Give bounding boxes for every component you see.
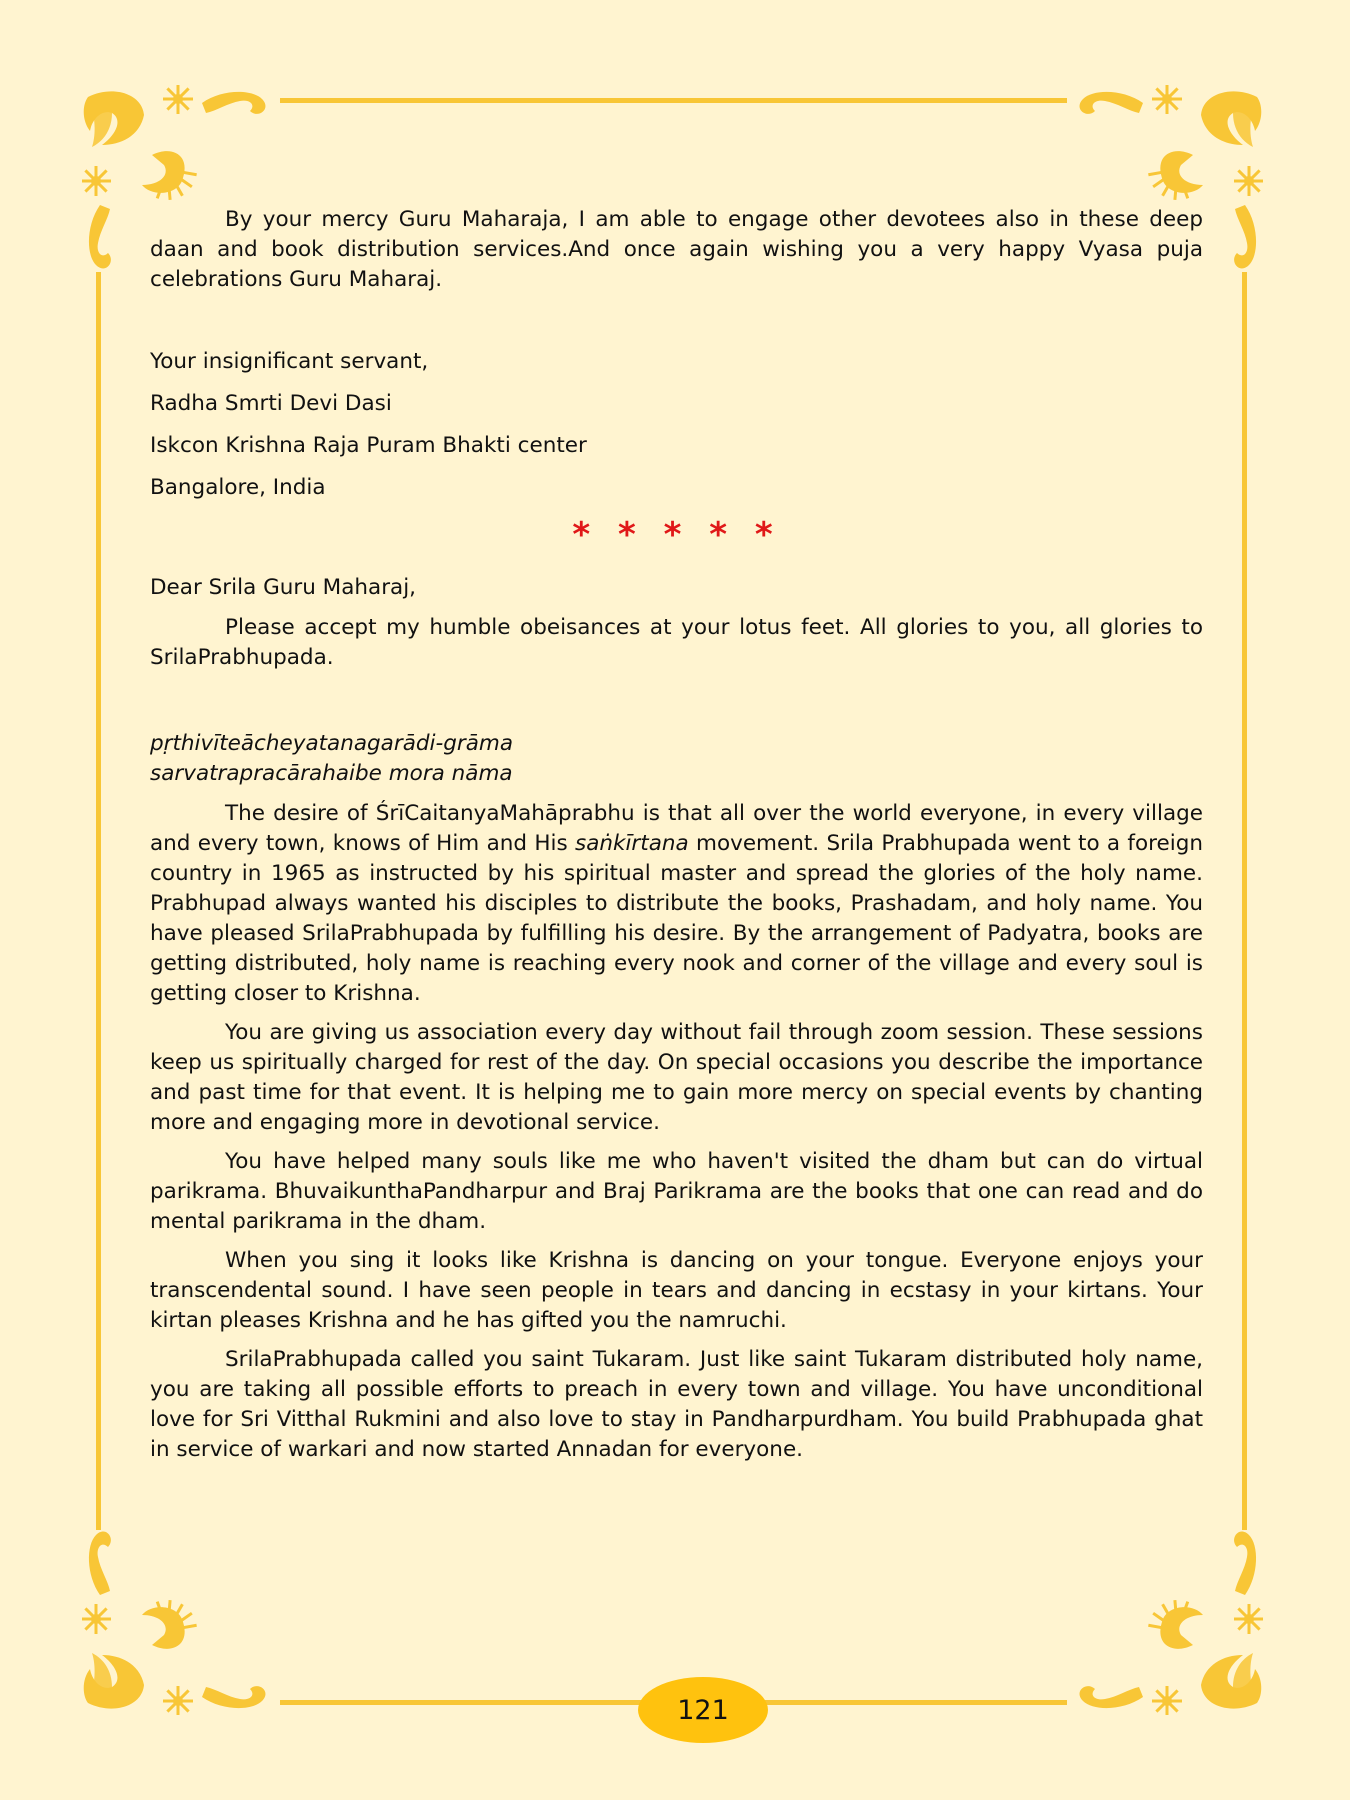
closing-paragraph: By your mercy Guru Maharaja, I am able to engage other devotees also in these deep daan and book distribution services.And once again wishing you a very happy Vyasa puja celebrations Guru Maharaj.: [150, 207, 1203, 292]
tukaram-paragraph: SrilaPrabhupada called you saint Tukaram. Just like saint Tukaram distributed holy name, you are taking all possible efforts to preach in every town and village. You have unconditional love for Sri Vitthal Rukmini and also love to stay in Pandharpurdham. You build Prabhupada ghat in service of warkari and now started Annadan for everyone.: [150, 1347, 1203, 1462]
desire-text-start: The desire of ŚrīCaitanyaMahāprabhu is that all over the world everyone, in every village and every town, knows of Him and His: [150, 801, 1203, 856]
obeisances-paragraph: Please accept my humble obeisances at your lotus feet. All glories to you, all glories to SrilaPrabhupada.: [150, 615, 1203, 670]
letter-body: [150, 205, 1203, 1474]
signature-closing: Your insignificant servant,: [150, 349, 429, 374]
border-right-line: [1242, 272, 1247, 1530]
verse-line-2: sarvatrapracārahaibe mora nāma: [150, 761, 513, 786]
signature-center: Iskcon Krishna Raja Puram Bhakti center: [150, 433, 587, 458]
verse-line-1: pṛthivīteācheyatanagarādi-grāma: [150, 731, 514, 756]
association-paragraph: You are giving us association every day without fail through zoom session. These sessions keep us spiritually charged for rest of the day. On special occasions you describe the importance and past time for that event. It is helping me to gain more mercy on special events by chanting more and engaging more in devotional service.: [150, 1020, 1203, 1135]
floral-corner-ornament-icon: [82, 1515, 282, 1715]
kirtan-paragraph: When you sing it looks like Krishna is dancing on your tongue. Everyone enjoys your transcendental sound. I have seen people in tears and dancing in ecstasy in your kirtans. Your kirtan pleases Krishna and he has gifted you the namruchi.: [150, 1248, 1203, 1333]
page-number-badge: 121: [638, 1677, 768, 1743]
floral-corner-ornament-icon: [1063, 1515, 1263, 1715]
section-separator-stars: * * * * *: [572, 515, 781, 555]
signature-name: Radha Smrti Devi Dasi: [150, 391, 392, 416]
sankirtana-italic: saṅkīrtana: [575, 831, 689, 856]
border-left-line: [96, 272, 101, 1530]
salutation: Dear Srila Guru Maharaj,: [150, 575, 417, 600]
desire-text-end: movement. Srila Prabhupada went to a foreign country in 1965 as instructed by his spiritual master and spread the glories of the holy name. Prabhupad always wanted his disciples to distribute the books, Prashadam, and holy name. You have pleased SrilaPrabhupada by fulfilling his desire. By the arrangement of Padyatra, books are getting distributed, holy name is reaching every nook and corner of the village and every soul is getting closer to Krishna.: [150, 831, 1203, 1006]
desire-paragraph: [150, 799, 1203, 1009]
border-top-line: [280, 98, 1067, 103]
signature-block: [150, 347, 1203, 503]
signature-location: Bangalore, India: [150, 475, 326, 500]
parikrama-paragraph: You have helped many souls like me who haven't visited the dham but can do virtual parikrama. BhuvaikunthaPandharpur and Braj Parikrama are the books that one can read and do mental parikrama in the dham.: [150, 1149, 1203, 1234]
verse-block: [150, 729, 1203, 789]
